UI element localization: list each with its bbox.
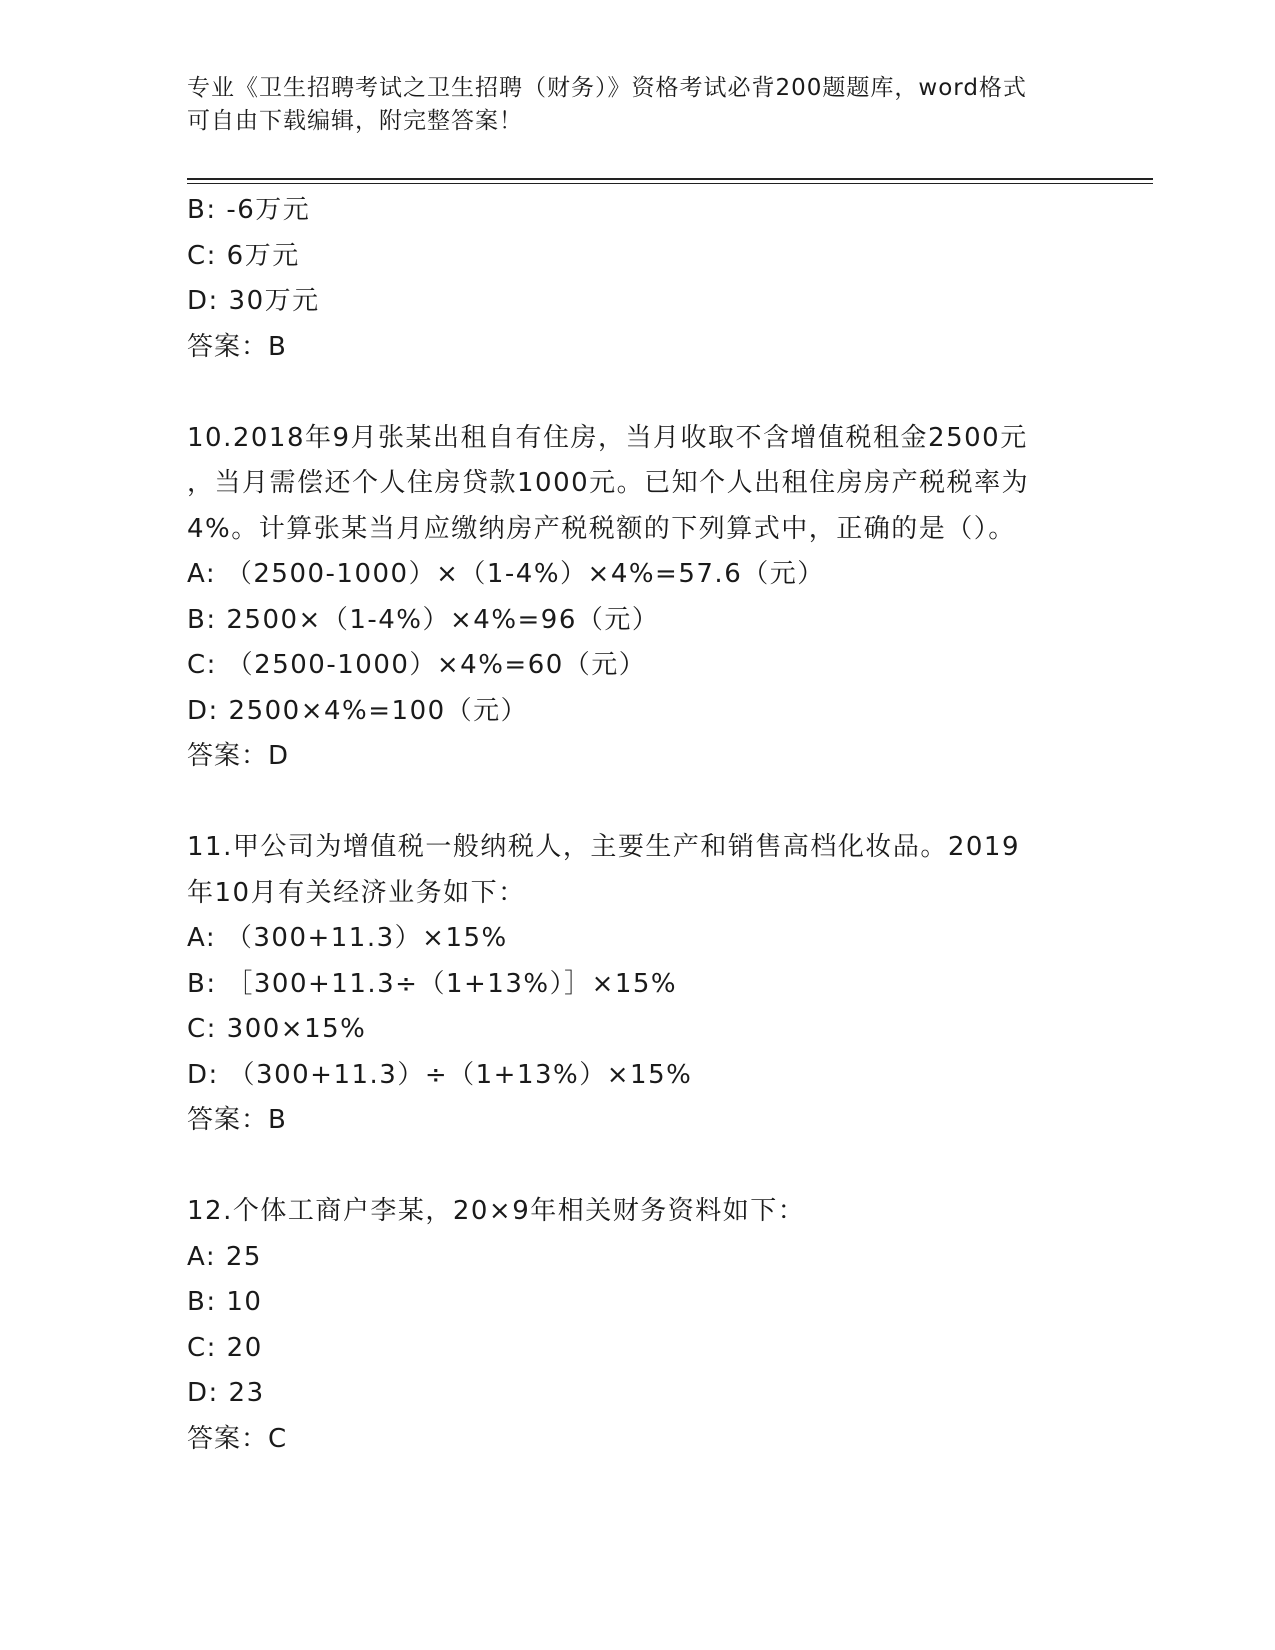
option-a: A: （300+11.3）×15% xyxy=(187,923,508,953)
answer-line: 答案：B xyxy=(187,1105,287,1135)
option-b: B: ［300+11.3÷（1+13%）］×15% xyxy=(187,968,678,999)
spacer xyxy=(187,780,1087,826)
option-d: D: （300+11.3）÷（1+13%）×15% xyxy=(187,1059,693,1090)
question-stem-line: 11.甲公司为增值税一般纳税人，主要生产和销售高档化妆品。2019 xyxy=(187,832,1021,862)
option-d: D: 23 xyxy=(187,1378,265,1408)
option-d: D: 30万元 xyxy=(187,286,320,316)
header-title-line-2: 可自由下载编辑，附完整答案！ xyxy=(187,108,523,134)
question-stem-line: 年10月有关经济业务如下： xyxy=(187,877,526,908)
question-stem-line: 10.2018年9月张某出租自有住房，当月收取不含增值税租金2500元 xyxy=(187,422,1028,453)
document-header xyxy=(187,72,1087,138)
question-11 xyxy=(187,825,1087,1144)
option-a: A: 25 xyxy=(187,1241,262,1272)
question-12 xyxy=(187,1189,1087,1462)
option-a: A: （2500-1000）×（1-4%）×4%=57.6（元） xyxy=(187,559,825,589)
question-9 xyxy=(187,188,1087,370)
option-c: C: 300×15% xyxy=(187,1014,367,1044)
option-c: C: 6万元 xyxy=(187,240,300,271)
option-d: D: 2500×4%=100（元） xyxy=(187,695,529,726)
question-content xyxy=(187,188,1087,1462)
spacer xyxy=(187,370,1087,416)
option-b: B: 10 xyxy=(187,1287,263,1317)
answer-line: 答案：B xyxy=(187,331,287,362)
question-stem-line: ，当月需偿还个人住房贷款1000元。已知个人出租住房房产税税率为 xyxy=(187,468,1030,498)
question-stem-line: 12.个体工商户李某，20×9年相关财务资料如下： xyxy=(187,1196,806,1226)
answer-line: 答案：C xyxy=(187,1423,288,1454)
header-divider-thin xyxy=(187,183,1153,184)
spacer xyxy=(187,1144,1087,1190)
option-c: C: 20 xyxy=(187,1332,263,1363)
option-c: C: （2500-1000）×4%=60（元） xyxy=(187,650,647,680)
question-10 xyxy=(187,416,1087,780)
option-b: B: -6万元 xyxy=(187,195,311,225)
answer-line: 答案：D xyxy=(187,741,290,771)
option-b: B: 2500×（1-4%）×4%=96（元） xyxy=(187,604,660,635)
header-title-line-1: 专业《卫生招聘考试之卫生招聘（财务）》资格考试必背200题题库，word格式 xyxy=(187,75,1027,101)
header-divider-thick xyxy=(187,178,1153,180)
question-stem-line: 4%。计算张某当月应缴纳房产税税额的下列算式中，正确的是（）。 xyxy=(187,513,1016,544)
